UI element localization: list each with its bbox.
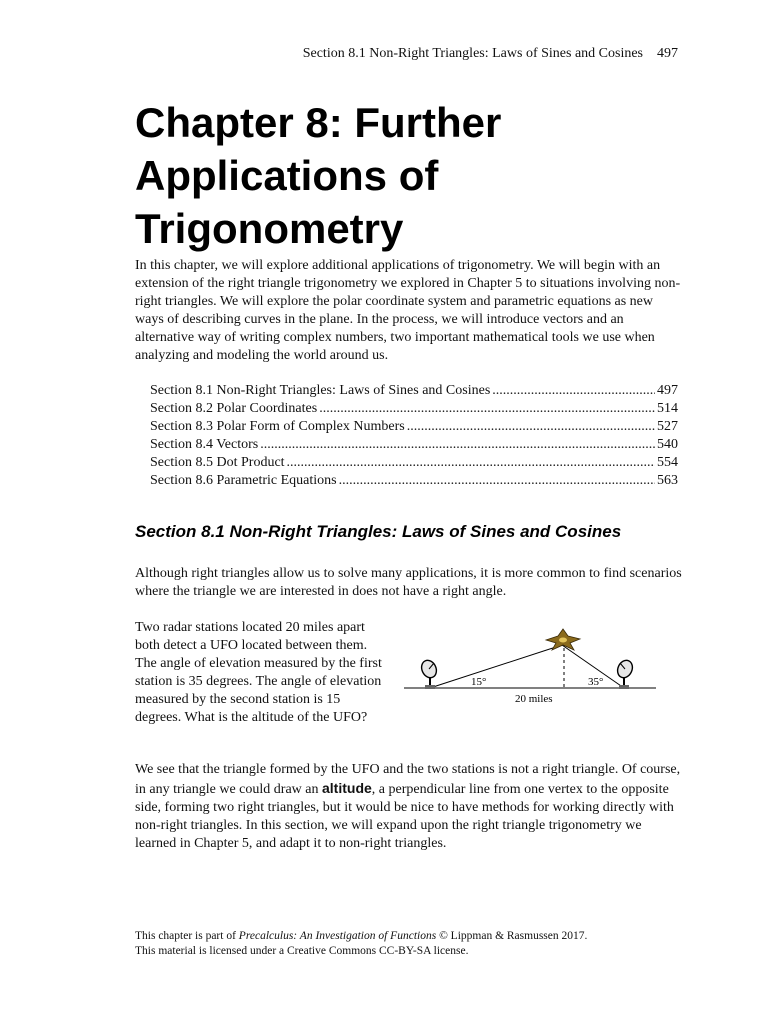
- section-title: Section 8.1 Non-Right Triangles: Laws of Sines and Cosines: [135, 522, 622, 541]
- ufo-problem-paragraph: Two radar stations located 20 miles apart both detect a UFO located between them. The angle of elevation measured by the first station is 35 degrees. The angle of elevation measured by the second station is 15 degrees. What is the altitude of the UFO?: [135, 620, 382, 725]
- ufo-triangle-figure: [400, 628, 662, 708]
- chapter-title: Chapter 8: Further Applications of Trigonometry: [135, 99, 502, 252]
- toc-label: Section 8.5 Dot Product: [150, 455, 285, 470]
- toc-leader: [319, 400, 655, 418]
- closing-text-end: , a perpendicular line from one vertex to the opposite side, forming two right triangles, but it would be nice to have methods for working directly with non-right triangles. In this section, we will expand upon the right triangle trigonometry we learned in Chapter 5, and adapt it to non-right triangles.: [135, 782, 674, 851]
- altitude-term: altitude: [322, 780, 372, 796]
- toc-label: Section 8.6 Parametric Equations: [150, 473, 337, 488]
- left-sight-line: [430, 645, 562, 688]
- toc-page: 554: [657, 455, 678, 470]
- toc-leader: [339, 472, 655, 490]
- table-of-contents: [150, 382, 678, 490]
- toc-page: 497: [657, 383, 678, 398]
- distance-label: 20 miles: [515, 693, 553, 705]
- page-number: 497: [657, 46, 678, 61]
- angle-label-right: 35°: [588, 676, 604, 688]
- license-footer: [135, 929, 685, 959]
- toc-entry[interactable]: [150, 418, 678, 436]
- footer-line-1: [135, 929, 685, 944]
- section-intro-paragraph: Although right triangles allow us to solve many applications, it is more common to find scenarios where the triangle we are interested in does not have a right angle.: [135, 566, 682, 599]
- running-header: [303, 46, 678, 62]
- toc-leader: [492, 382, 655, 400]
- toc-entry[interactable]: [150, 436, 678, 454]
- toc-leader: [287, 454, 655, 472]
- footer-copyright: © Lippman & Rasmussen 2017.: [436, 930, 588, 942]
- toc-leader: [407, 418, 655, 436]
- toc-entry[interactable]: [150, 382, 678, 400]
- toc-entry[interactable]: [150, 454, 678, 472]
- angle-label-left: 15°: [471, 676, 487, 688]
- book-title: Precalculus: An Investigation of Functions: [238, 930, 437, 942]
- footer-line-2: This material is licensed under a Creative Commons CC-BY-SA license.: [135, 945, 469, 957]
- toc-page: 563: [657, 473, 678, 488]
- toc-leader: [260, 436, 655, 454]
- footer-text-start: This chapter is part of: [135, 930, 239, 942]
- chapter-intro: In this chapter, we will explore additional applications of trigonometry. We will begin with an extension of the right triangle trigonometry we explored in Chapter 5 to situations involving non-right triangles. We will explore the polar coordinate system and parametric equations as new ways of describing curves in the plane. In the process, we will introduce vectors and an alternative way of writing complex numbers, two important mathematical tools we use when analyzing and modeling the world around us.: [135, 258, 681, 363]
- toc-label: Section 8.4 Vectors: [150, 437, 259, 452]
- closing-text-start: We see that the triangle formed by the UFO and the two stations is not a right triangle. Of course, in any triangle we could draw an: [135, 762, 681, 797]
- toc-label: Section 8.3 Polar Form of Complex Numbers: [150, 419, 405, 434]
- toc-label: Section 8.1 Non-Right Triangles: Laws of Sines and Cosines: [150, 383, 491, 398]
- toc-page: 540: [657, 437, 678, 452]
- toc-entry[interactable]: [150, 472, 678, 490]
- toc-page: 514: [657, 401, 678, 416]
- running-title: Section 8.1 Non-Right Triangles: Laws of Sines and Cosines: [302, 46, 643, 61]
- radar-dish-left-icon: [419, 658, 439, 689]
- ufo-icon: [546, 629, 580, 650]
- toc-label: Section 8.2 Polar Coordinates: [150, 401, 318, 416]
- closing-paragraph: [135, 761, 685, 853]
- toc-page: 527: [657, 419, 678, 434]
- toc-entry[interactable]: [150, 400, 678, 418]
